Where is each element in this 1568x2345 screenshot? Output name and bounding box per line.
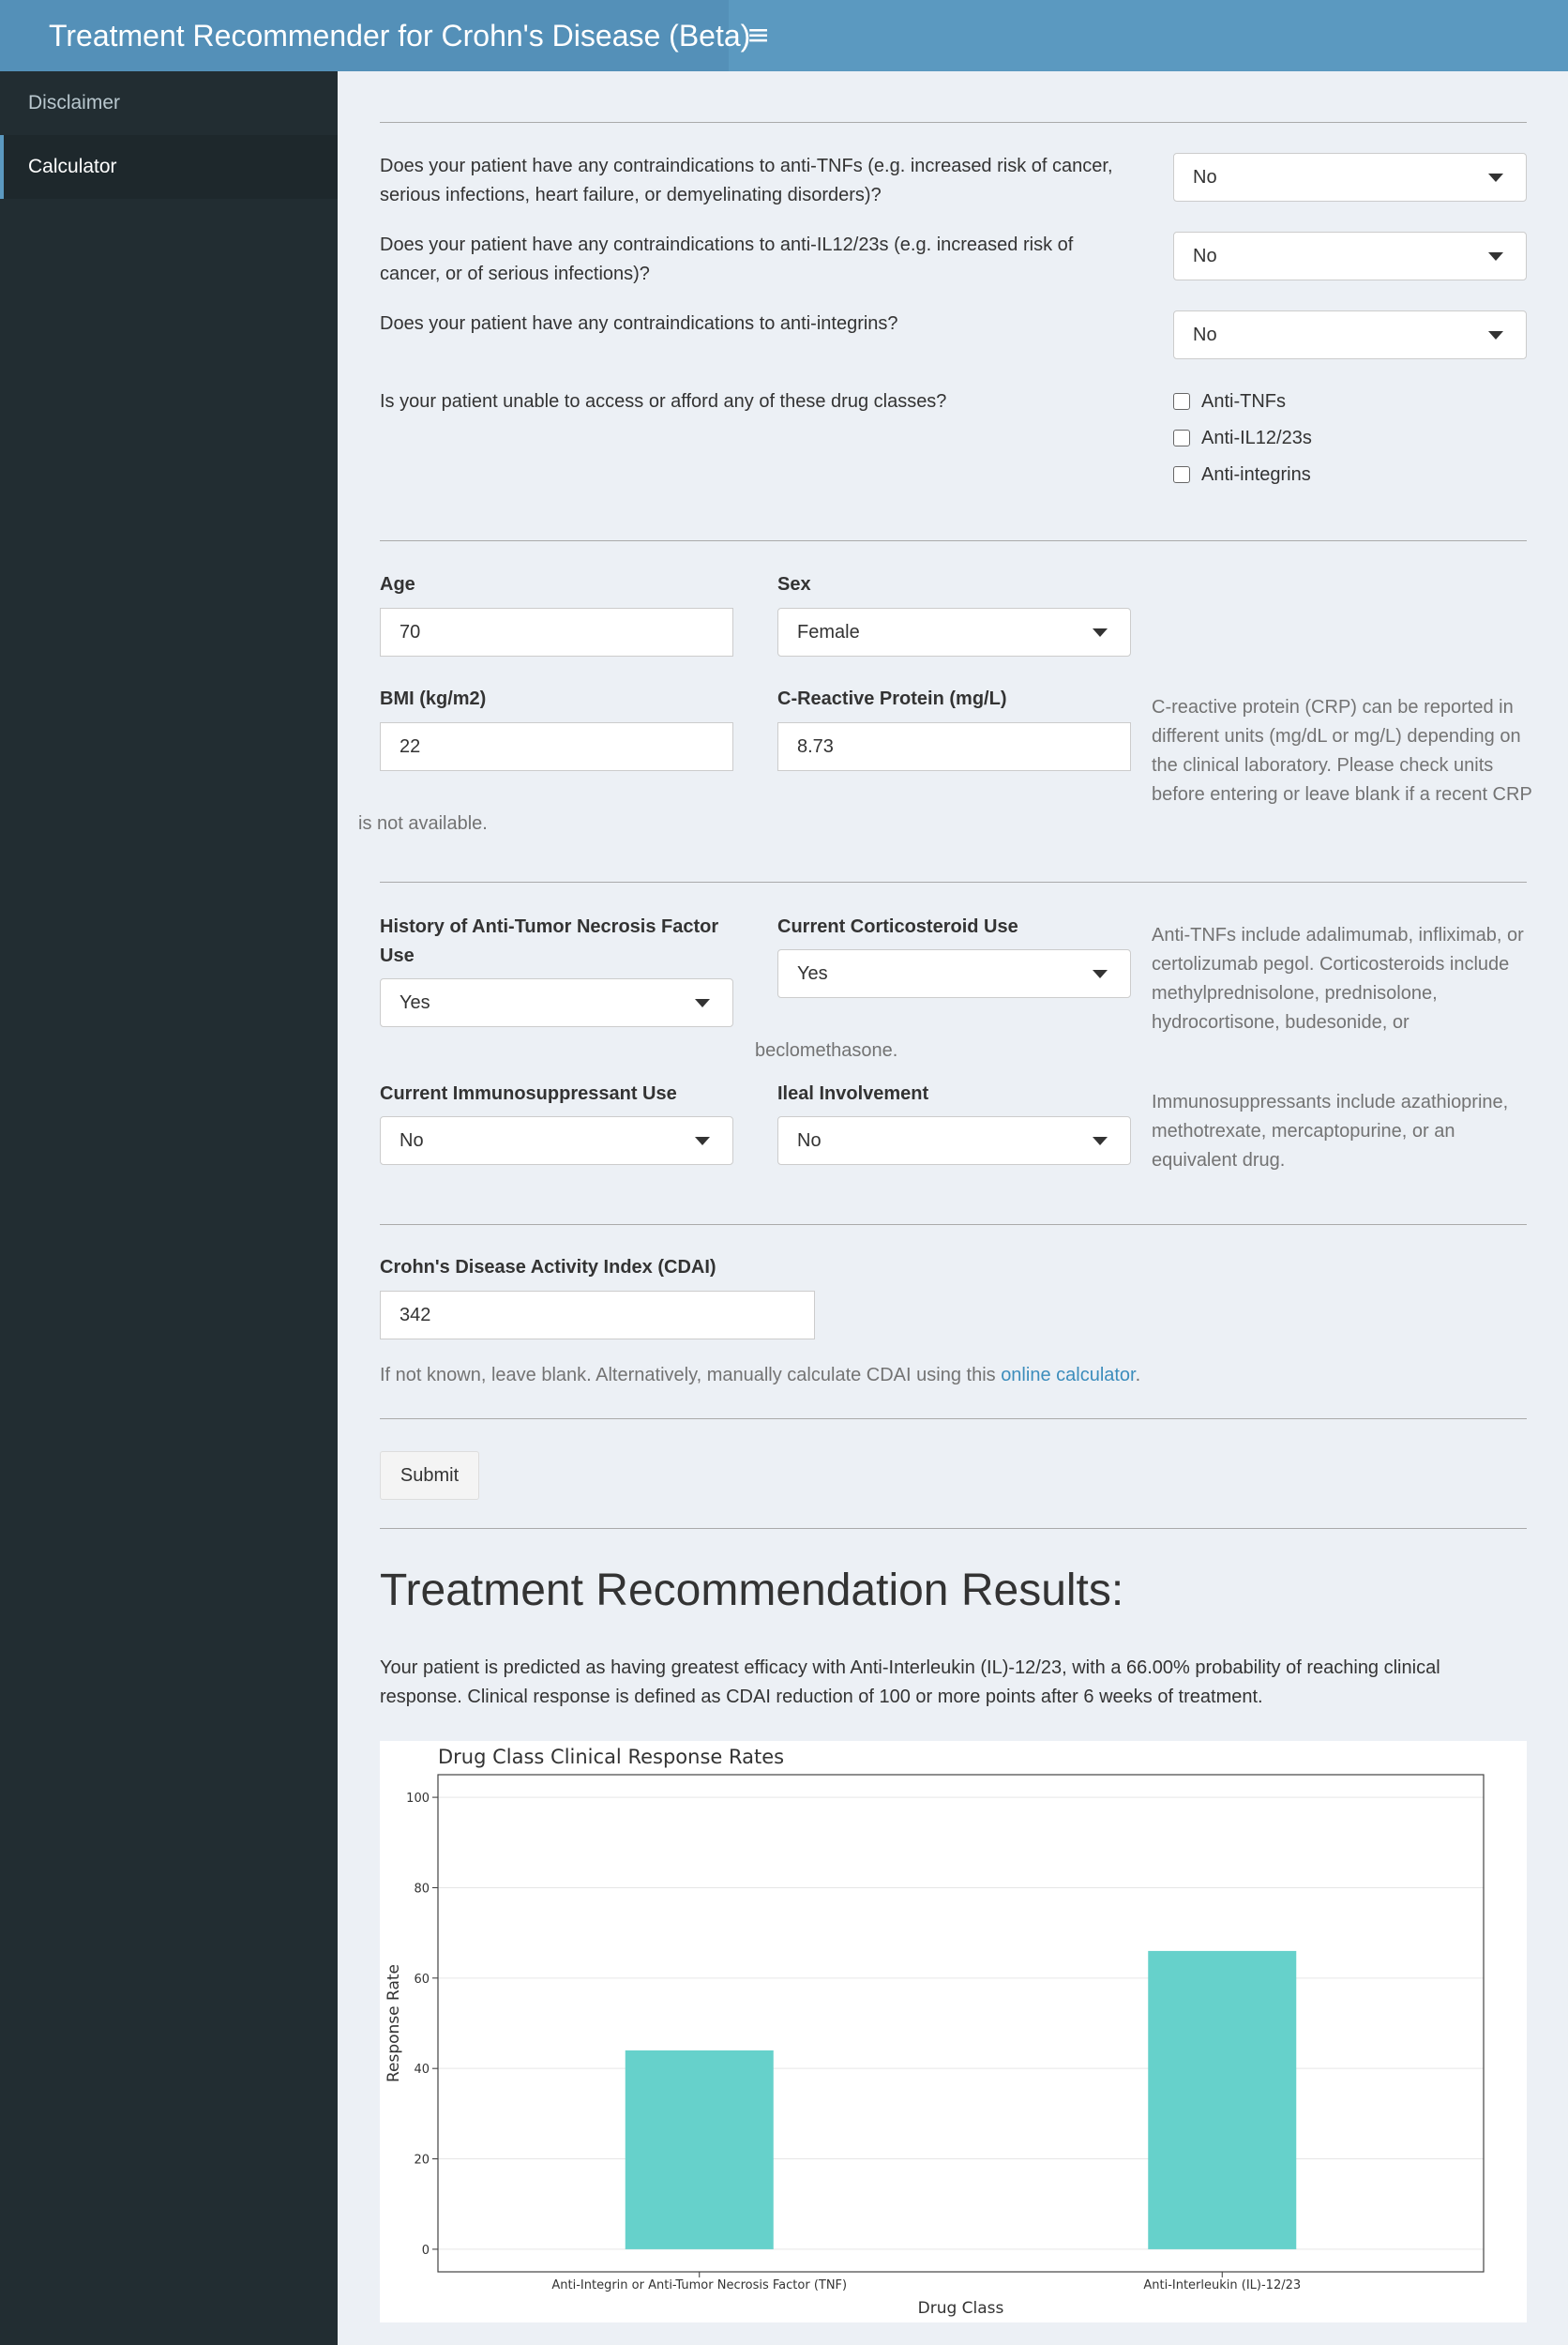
chevron-down-icon [1093,628,1108,637]
chevron-down-icon [1488,331,1503,340]
anti-il-contra-select[interactable]: No [1173,232,1527,280]
submit-button[interactable]: Submit [380,1451,479,1500]
online-calculator-link[interactable]: online calculator [1001,1365,1136,1385]
crp-help-text-tail: is not available. [358,813,488,834]
chevron-down-icon [695,1137,710,1145]
chart-svg [380,1741,1527,2322]
checkbox-anti-integrins[interactable]: Anti-integrins [1173,461,1311,490]
y-axis-label: Response Rate [384,1963,403,2083]
cdai-help-text: If not known, leave blank. Alternatively, manually calculate CDAI using this online calculator. [380,1365,1141,1385]
plot-frame [438,1775,1484,2272]
app-title: Treatment Recommender for Crohn's Disease (Beta) [0,0,729,71]
y-tick-label: 60 [414,1972,430,1987]
y-tick-label: 80 [414,1882,430,1897]
anti-integrin-contra-select[interactable]: No [1173,310,1527,359]
cdai-input[interactable]: 342 [380,1291,815,1339]
divider [380,540,1527,541]
sidebar [0,71,338,2345]
checkbox-icon[interactable] [1173,393,1190,410]
x-tick-label: Anti-Interleukin (IL)-12/23 [1143,2278,1302,2292]
ileal-select[interactable]: No [777,1116,1131,1165]
crp-help-text: C-reactive protein (CRP) can be reported in different units (mg/dL or mg/L) depending on the clinical laboratory. Please check units before entering or leave blank if a recent CRP [1152,697,1532,805]
y-tick-label: 100 [406,1792,430,1807]
age-input[interactable]: 70 [380,608,733,657]
results-text: Your patient is predicted as having greatest efficacy with Anti-Interleukin (IL)-12/23, with a 66.00% probability of reaching clinical response. Clinical response is defined as CDAI reduction of 100 or more points after 6 weeks of treatment. [380,1657,1440,1707]
anti-tnf-history-select[interactable]: Yes [380,978,733,1027]
crp-label: C-Reactive Protein (mg/L) [777,688,1007,709]
sex-select[interactable]: Female [777,608,1131,657]
x-axis-label: Drug Class [917,2299,1004,2318]
checkbox-icon[interactable] [1173,430,1190,446]
anti-il-contra-label: Does your patient have any contraindications to anti-IL12/23s (e.g. increased risk of cancer, or of serious infections)? [380,234,1074,284]
chevron-down-icon [1093,970,1108,978]
anti-tnf-history-label: History of Anti-Tumor Necrosis Factor Use [380,916,719,966]
anti-integrin-contra-label: Does your patient have any contraindications to anti-integrins? [380,313,898,334]
results-title: Treatment Recommendation Results: [380,1566,1124,1615]
anti-tnf-contra-select[interactable]: No [1173,153,1527,202]
divider [380,1528,1527,1529]
sidebar-item-calculator[interactable]: Calculator [0,135,338,199]
divider [380,1224,1527,1225]
response-rate-chart [380,1741,1527,2322]
cdai-label: Crohn's Disease Activity Index (CDAI) [380,1257,716,1278]
sidebar-item-disclaimer[interactable]: Disclaimer [28,92,121,113]
divider [380,882,1527,883]
divider [380,122,1527,123]
divider [380,1418,1527,1419]
crp-input[interactable]: 8.73 [777,722,1131,771]
y-tick-label: 40 [414,2063,430,2078]
ileal-label: Ileal Involvement [777,1083,929,1104]
bar [626,2050,774,2249]
sex-label: Sex [777,574,811,595]
chevron-down-icon [695,999,710,1007]
bar [1148,1951,1296,2249]
checkbox-icon[interactable] [1173,466,1190,483]
immunosuppressant-label: Current Immunosuppressant Use [380,1083,677,1104]
x-tick-label: Anti-Integrin or Anti-Tumor Necrosis Factor (TNF) [551,2278,848,2292]
immunosuppressant-select[interactable]: No [380,1116,733,1165]
anti-tnf-contra-label: Does your patient have any contraindications to anti-TNFs (e.g. increased risk of cancer, serious infections, heart failure, or demyelinating disorders)? [380,156,1113,205]
corticosteroid-select[interactable]: Yes [777,949,1131,998]
anti-tnf-help-text: Anti-TNFs include adalimumab, infliximab, or certolizumab pegol. Corticosteroids include methylprednisolone, prednisolone, hydrocortisone, budesonide, or [1152,925,1524,1033]
age-label: Age [380,574,415,595]
checkbox-anti-il[interactable]: Anti-IL12/23s [1173,424,1312,453]
immunosuppressant-help-text: Immunosuppressants include azathioprine, methotrexate, mercaptopurine, or an equivalent drug. [1152,1092,1509,1171]
chart-title: Drug Class Clinical Response Rates [438,1746,785,1768]
bmi-input[interactable]: 22 [380,722,733,771]
top-header [0,0,1568,71]
chevron-down-icon [1488,252,1503,261]
y-tick-label: 20 [414,2153,430,2168]
chevron-down-icon [1488,174,1503,182]
hamburger-icon[interactable]: ≡ [746,19,771,52]
bmi-label: BMI (kg/m2) [380,688,487,709]
main-content [338,71,1568,2345]
anti-tnf-help-text-tail: beclomethasone. [755,1040,898,1061]
corticosteroid-label: Current Corticosteroid Use [777,916,1018,937]
y-tick-label: 0 [421,2243,430,2258]
checkbox-anti-tnfs[interactable]: Anti-TNFs [1173,387,1286,416]
chevron-down-icon [1093,1137,1108,1145]
access-label: Is your patient unable to access or afford any of these drug classes? [380,391,947,412]
